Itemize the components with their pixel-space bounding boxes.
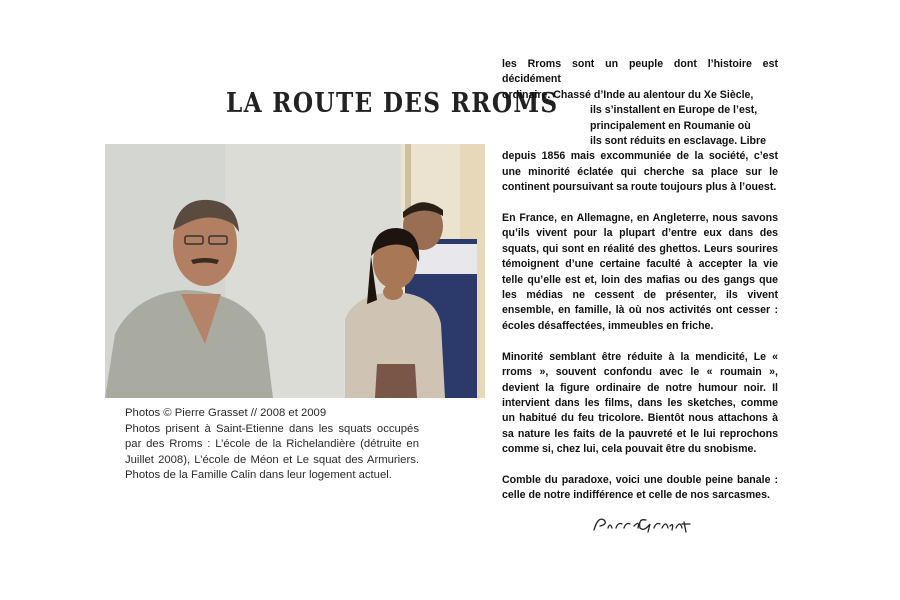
- photo-description: Photos prisent à Saint-Etienne dans les squats occupés par des Rroms : L’école de la Richelandière (détruite en Juillet 2008), L’école de Méon et Le squat des Armuriers. Photos de la Famille Calin dans leur logement actuel.: [125, 422, 419, 481]
- p1-line-6: depuis 1856 mais excommuniée de la société, c’est une minorité éclatée qui cherche sa place sur le continent poursuivant sa route toujours plus à l’ouest.: [502, 150, 778, 194]
- photo-credit: Photos © Pierre Grasset // 2008 et 2009: [125, 407, 327, 419]
- page-title: LA ROUTE DES RROMS: [226, 88, 559, 119]
- family-photo: [105, 144, 485, 398]
- p1-line-4: principalement en Roumanie où: [590, 119, 751, 132]
- paragraph-3: Minorité semblant être réduite à la mendicité, Le « rroms », souvent confondu avec le « roumain », devient la figure ordinaire de notre humour noir. Il intervient dans les films, dans les sketches, comme un habitué du feu tricolore. Bientôt nous attachons à sa nature les faits de la pauvreté et le lui reprochons comme si, chez lui, cela pouvait être du snobisme.: [502, 350, 778, 456]
- author-signature: [588, 510, 698, 540]
- p1-line-3: ils s’installent en Europe de l’est,: [590, 104, 758, 117]
- article-body: [502, 57, 778, 504]
- paragraph-4: Comble du paradoxe, voici une double peine banale : celle de notre indifférence et celle de nos sarcasmes.: [502, 473, 778, 502]
- p1-line-2: ordinaire. Chassé d’Inde au alentour du Xe Siècle,: [502, 88, 754, 101]
- photo-caption: [125, 406, 419, 484]
- p1-line-1: les Rroms sont un peuple dont l’histoire est décidément: [502, 58, 778, 86]
- p1-line-5: ils sont réduits en esclavage. Libre: [590, 135, 767, 148]
- paragraph-2: En France, en Allemagne, en Angleterre, nous savons qu’ils vivent pour la plupart d’entre eux dans des squats, qui sont en réalité des ghettos. Leurs sourires témoignent d’une certaine faculté à accepter la vie telle qu’elle est et, loin des mafias ou des gangs que les médias ne cessent de présenter, ils vivent ensemble, en famille, là où nos activités ont cesser : écoles désaffectées, immeubles en friche.: [502, 212, 778, 332]
